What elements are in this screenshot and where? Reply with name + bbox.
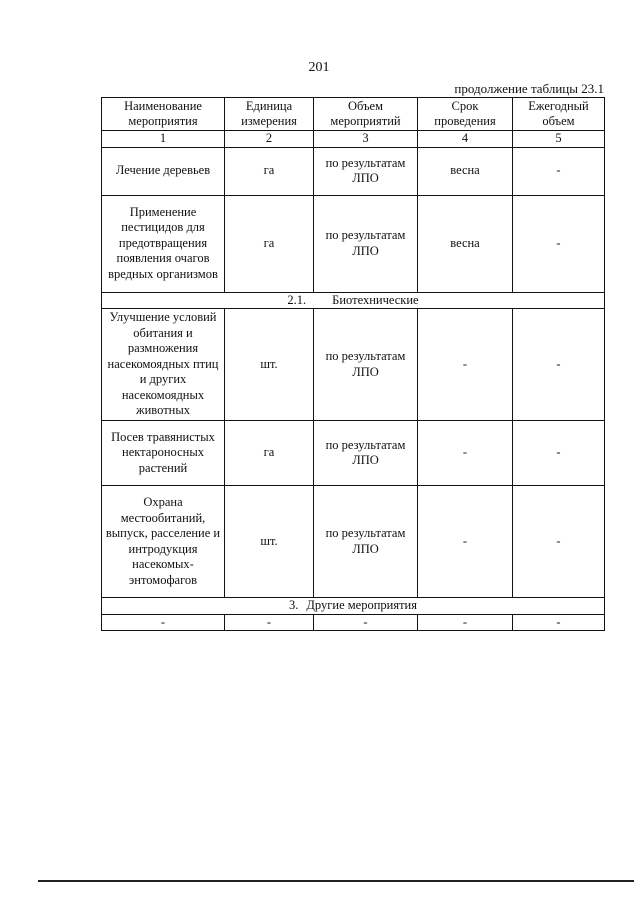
cell-volume: по результатам ЛПО (314, 195, 418, 292)
page-bottom-rule (38, 880, 634, 882)
cell-volume: по результатам ЛПО (314, 421, 418, 486)
cell-activity: - (102, 614, 225, 631)
section-title: Другие мероприятия (306, 598, 417, 612)
cell-annual: - (513, 309, 605, 421)
column-number: 4 (418, 131, 513, 148)
cell-volume: - (314, 614, 418, 631)
table-row (102, 421, 605, 486)
cell-unit: га (225, 421, 314, 486)
cell-activity: Охрана местообитаний, выпуск, расселение и интродукция насекомых-энтомофагов (102, 486, 225, 598)
cell-unit: га (225, 147, 314, 195)
header-activity-name: Наименование мероприятия (102, 98, 225, 131)
activities-table (101, 97, 605, 631)
cell-activity: Применение пестицидов для предотвращения появления очагов вредных организмов (102, 195, 225, 292)
section-row-biotechnical (102, 292, 605, 309)
header-unit: Единица измерения (225, 98, 314, 131)
cell-term: - (418, 614, 513, 631)
cell-unit: шт. (225, 309, 314, 421)
cell-annual: - (513, 147, 605, 195)
section-number: 2.1. (287, 292, 307, 307)
table-row (102, 309, 605, 421)
cell-annual: - (513, 421, 605, 486)
column-number-row (102, 131, 605, 148)
table-row (102, 147, 605, 195)
header-term: Срок проведения (418, 98, 513, 131)
cell-term: весна (418, 147, 513, 195)
cell-term: весна (418, 195, 513, 292)
cell-annual: - (513, 486, 605, 598)
column-number: 2 (225, 131, 314, 148)
cell-unit: шт. (225, 486, 314, 598)
cell-term: - (418, 421, 513, 486)
cell-volume: по результатам ЛПО (314, 309, 418, 421)
cell-unit: га (225, 195, 314, 292)
cell-unit: - (225, 614, 314, 631)
cell-activity: Улучшение условий обитания и размножения насекомоядных птиц и других насекомоядных животных (102, 309, 225, 421)
section-heading (102, 598, 605, 615)
column-number: 3 (314, 131, 418, 148)
section-heading (102, 292, 605, 309)
table-header-row (102, 98, 605, 131)
header-annual-volume: Ежегодный объем (513, 98, 605, 131)
column-number: 1 (102, 131, 225, 148)
table-row (102, 195, 605, 292)
table-row (102, 486, 605, 598)
cell-activity: Лечение деревьев (102, 147, 225, 195)
section-title: Биотехнические (332, 292, 419, 307)
header-volume: Объем мероприятий (314, 98, 418, 131)
section-number: 3. (289, 598, 299, 612)
cell-activity: Посев травянистых нектароносных растений (102, 421, 225, 486)
cell-term: - (418, 486, 513, 598)
cell-annual: - (513, 614, 605, 631)
page-number: 201 (308, 60, 330, 75)
section-row-other (102, 598, 605, 615)
cell-volume: по результатам ЛПО (314, 147, 418, 195)
table-row (102, 614, 605, 631)
cell-volume: по результатам ЛПО (314, 486, 418, 598)
table-continuation-label: продолжение таблицы 23.1 (454, 81, 604, 96)
column-number: 5 (513, 131, 605, 148)
cell-annual: - (513, 195, 605, 292)
cell-term: - (418, 309, 513, 421)
